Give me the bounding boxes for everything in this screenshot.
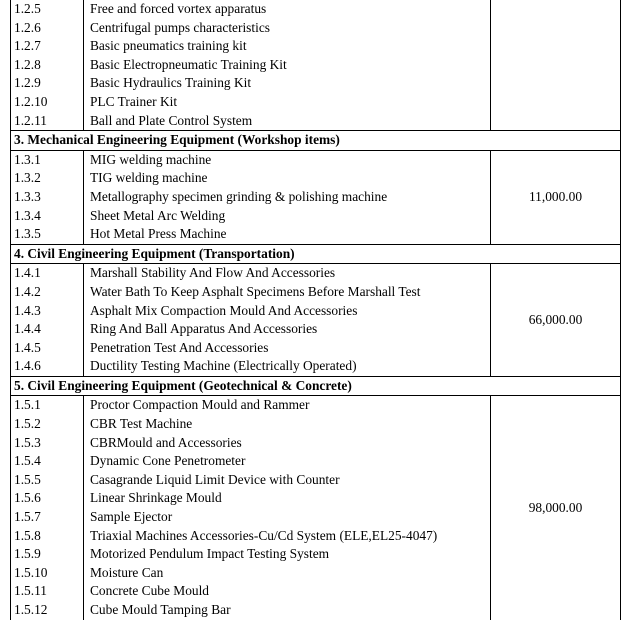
item-number: 1.2.8 — [11, 56, 84, 75]
item-description: Sheet Metal Arc Welding — [84, 207, 491, 226]
item-description: CBRMould and Accessories — [84, 434, 491, 453]
item-number: 1.5.4 — [11, 452, 84, 471]
item-description: Centrifugal pumps characteristics — [84, 19, 491, 38]
item-description: Marshall Stability And Flow And Accessories — [84, 264, 491, 283]
equipment-table — [10, 0, 621, 620]
item-description: Proctor Compaction Mould and Rammer — [84, 396, 491, 415]
item-number: 1.4.6 — [11, 357, 84, 376]
item-number: 1.3.2 — [11, 169, 84, 188]
section-price: 98,000.00 — [491, 396, 621, 620]
item-number: 1.5.12 — [11, 601, 84, 620]
item-description: CBR Test Machine — [84, 415, 491, 434]
item-number: 1.2.5 — [11, 0, 84, 19]
item-number: 1.4.4 — [11, 320, 84, 339]
section-heading-row — [11, 244, 621, 264]
item-description: Cube Mould Tamping Bar — [84, 601, 491, 620]
item-number: 1.2.7 — [11, 37, 84, 56]
item-number: 1.2.9 — [11, 74, 84, 93]
item-number: 1.4.3 — [11, 302, 84, 321]
price-cell — [491, 0, 621, 131]
item-number: 1.4.2 — [11, 283, 84, 302]
item-number: 1.5.7 — [11, 508, 84, 527]
item-number: 1.5.1 — [11, 396, 84, 415]
item-description: Triaxial Machines Accessories-Cu/Cd System (ELE,EL25-4047) — [84, 527, 491, 546]
table-row — [11, 0, 621, 19]
item-number: 1.4.5 — [11, 339, 84, 358]
item-description: Concrete Cube Mould — [84, 582, 491, 601]
item-number: 1.5.3 — [11, 434, 84, 453]
item-number: 1.2.10 — [11, 93, 84, 112]
section-heading: 4. Civil Engineering Equipment (Transportation) — [11, 244, 621, 264]
table-row — [11, 264, 621, 283]
item-number: 1.4.1 — [11, 264, 84, 283]
item-description: Metallography specimen grinding & polishing machine — [84, 188, 491, 207]
item-description: Asphalt Mix Compaction Mould And Accessories — [84, 302, 491, 321]
item-number: 1.3.3 — [11, 188, 84, 207]
section-price: 66,000.00 — [491, 264, 621, 377]
equipment-table-page — [10, 0, 620, 620]
item-number: 1.3.1 — [11, 150, 84, 169]
item-description: Basic Hydraulics Training Kit — [84, 74, 491, 93]
item-description: Motorized Pendulum Impact Testing System — [84, 545, 491, 564]
table-row — [11, 396, 621, 415]
item-description: Free and forced vortex apparatus — [84, 0, 491, 19]
item-description: MIG welding machine — [84, 150, 491, 169]
section-heading-row — [11, 376, 621, 396]
item-description: Basic Electropneumatic Training Kit — [84, 56, 491, 75]
item-description: Basic pneumatics training kit — [84, 37, 491, 56]
section-heading: 3. Mechanical Engineering Equipment (Workshop items) — [11, 131, 621, 151]
item-description: Casagrande Liquid Limit Device with Counter — [84, 471, 491, 490]
item-description: Moisture Can — [84, 564, 491, 583]
section-heading-row — [11, 131, 621, 151]
item-description: Ductility Testing Machine (Electrically Operated) — [84, 357, 491, 376]
item-description: PLC Trainer Kit — [84, 93, 491, 112]
item-description: Dynamic Cone Penetrometer — [84, 452, 491, 471]
item-number: 1.2.6 — [11, 19, 84, 38]
item-number: 1.5.9 — [11, 545, 84, 564]
section-heading: 5. Civil Engineering Equipment (Geotechnical & Concrete) — [11, 376, 621, 396]
item-description: Ring And Ball Apparatus And Accessories — [84, 320, 491, 339]
item-description: Hot Metal Press Machine — [84, 225, 491, 244]
item-number: 1.3.4 — [11, 207, 84, 226]
item-description: Penetration Test And Accessories — [84, 339, 491, 358]
item-number: 1.5.2 — [11, 415, 84, 434]
item-number: 1.5.6 — [11, 489, 84, 508]
item-description: Water Bath To Keep Asphalt Specimens Before Marshall Test — [84, 283, 491, 302]
item-number: 1.3.5 — [11, 225, 84, 244]
item-number: 1.5.8 — [11, 527, 84, 546]
item-description: TIG welding machine — [84, 169, 491, 188]
item-number: 1.5.11 — [11, 582, 84, 601]
item-number: 1.5.5 — [11, 471, 84, 490]
item-description: Linear Shrinkage Mould — [84, 489, 491, 508]
item-description: Ball and Plate Control System — [84, 112, 491, 131]
section-price: 11,000.00 — [491, 150, 621, 244]
table-row — [11, 150, 621, 169]
item-number: 1.2.11 — [11, 112, 84, 131]
item-number: 1.5.10 — [11, 564, 84, 583]
item-description: Sample Ejector — [84, 508, 491, 527]
